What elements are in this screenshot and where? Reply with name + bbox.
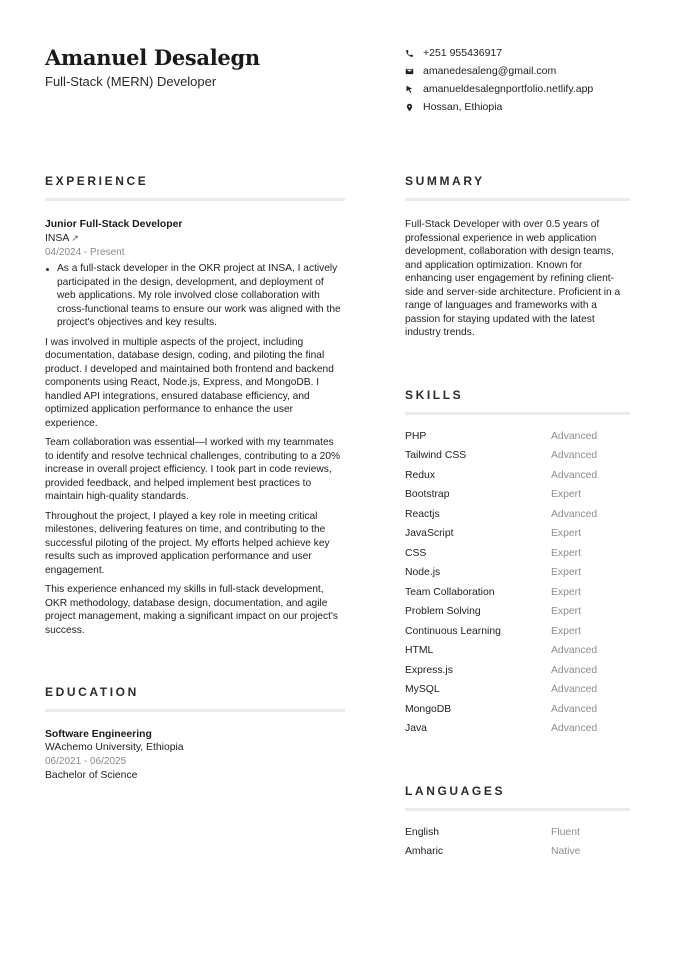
skill-row-name: PHP [405,430,427,442]
skill-row-level: Advanced [551,723,598,735]
language-row-name: English [405,826,440,838]
company-link[interactable] [45,231,345,246]
skill-row [405,661,630,681]
skill-row-name: Tailwind CSS [405,450,467,462]
skill-row-level: Advanced [551,450,598,462]
email-text: amanedesaleng@gmail.com [423,65,557,77]
skill-row-name: Reactjs [405,508,440,520]
skill-row-level: Expert [551,567,582,579]
skill-row-name: JavaScript [405,528,454,540]
skill-row [405,622,630,642]
languages-heading: LANGUAGES [405,784,630,811]
education-section [45,685,345,783]
language-row [405,842,630,862]
skill-row-name: CSS [405,547,427,559]
candidate-role: Full-Stack (MERN) Developer [45,74,217,89]
skill-row-level: Expert [551,625,582,637]
skills-heading: SKILLS [405,388,630,415]
skill-row-level: Expert [551,547,582,559]
skill-row-name: Team Collaboration [405,586,495,598]
skill-row [405,719,630,739]
skill-row [405,446,630,466]
skill-row [405,505,630,525]
phone-text: +251 955436917 [423,47,503,59]
job-paragraph: Team collaboration was essential—I worked with my teammates to identify and resolve technical challenges, contributing to a 20% increase in overall project efficiency. I took part in code reviews, provided feedback, and helped implement best practices to maintain high-quality standards. [45,437,341,502]
contact-email[interactable] [405,62,593,80]
job-dates: 04/2024 - Present [45,247,125,258]
job-paragraph: I was involved in multiple aspects of the project, including documentation, database design, coding, and piloting the final product. I developed and maintained both frontend and backend components using React, Node.js, Express, and MongoDB. I handled API integrations, ensured database efficiency, and optimized application performance to enhance the user experience. [45,336,334,429]
skill-row-level: Advanced [551,684,598,696]
job-paragraph: This experience enhanced my skills in full-stack development, OKR methodology, database design, documentation, and agile project management, making a significant impact on our project's success. [45,584,339,636]
mail-icon [405,67,414,76]
skill-row [405,680,630,700]
skill-row [405,427,630,447]
location-text: Hossan, Ethiopia [423,101,503,113]
skill-row-level: Expert [551,586,582,598]
language-row-level: Native [551,846,581,858]
skill-row [405,466,630,486]
skill-row-name: Java [405,723,427,735]
education-degree: Bachelor of Science [45,770,138,781]
contact-list [405,44,593,116]
right-column [405,174,630,862]
experience-section [45,174,345,637]
skill-list [405,427,630,739]
summary-section [405,174,630,340]
contact-phone[interactable] [405,44,593,62]
job-title: Junior Full-Stack Developer [45,219,183,230]
education-dates: 06/2021 - 06/2025 [45,756,127,767]
job-paragraph: Throughout the project, I played a key role in meeting critical milestones, delivering features on time, and contributing to the successful piloting of the project. My efforts helped achieve key results such as improved application performance and user engagement. [45,510,330,576]
skill-row-level: Expert [551,606,582,618]
language-row [405,823,630,843]
website-text: amanueldesalegnportfolio.netlify.app [423,83,594,95]
contact-website[interactable] [405,80,593,98]
location-pin-icon [405,103,414,112]
summary-heading: SUMMARY [405,174,630,201]
skill-row [405,700,630,720]
experience-heading: EXPERIENCE [45,174,345,201]
languages-section [405,784,630,862]
skill-row-level: Advanced [551,508,598,520]
skill-row [405,544,630,564]
skill-row-name: Express.js [405,664,453,676]
skill-row-level: Advanced [551,703,598,715]
skill-row-name: Redux [405,469,436,481]
language-row-level: Fluent [551,826,580,838]
skill-row-level: Advanced [551,664,598,676]
skill-row-level: Expert [551,489,582,501]
skill-row [405,583,630,603]
skill-row [405,524,630,544]
skill-row [405,485,630,505]
skill-row [405,563,630,583]
education-field: Software Engineering [45,729,152,740]
skill-row-name: MySQL [405,684,440,696]
skills-section [405,388,630,739]
left-column [45,174,345,783]
skill-row [405,641,630,661]
candidate-name: Amanuel Desalegn [45,45,260,70]
education-heading: EDUCATION [45,685,345,712]
skill-row-name: Continuous Learning [405,625,501,637]
cursor-icon [405,85,414,94]
skill-row-name: Problem Solving [405,606,481,618]
skill-row-name: Node.js [405,567,441,579]
contact-location [405,98,593,116]
company-name: INSA [45,233,70,244]
skill-row-name: HTML [405,645,434,657]
language-row-name: Amharic [405,846,444,858]
skill-row-level: Advanced [551,469,598,481]
skill-row [405,602,630,622]
language-list [405,823,630,862]
skill-row-name: Bootstrap [405,489,450,501]
skill-row-level: Advanced [551,430,598,442]
job-bullet-item: As a full-stack developer in the OKR project at INSA, I actively participated in the design, development, and deployment of web applications. My role involved close collaboration with cross-functional teams to ensure our work was aligned with the project's objectives and key results. [45,262,345,330]
skill-row-level: Advanced [551,645,598,657]
skill-row-name: MongoDB [405,703,452,715]
external-link-icon: ↗ [71,233,79,243]
education-school: WAchemo University, Ethiopia [45,742,184,753]
summary-text: Full-Stack Developer with over 0.5 years of professional experience in web application development, collaboration with design teams, and application optimization. Known for enhancing user engagement by refining client-side and server-side architecture. Proficient in a range of languages and frameworks with a passion for staying updated with the latest industry trends. [405,219,621,338]
job-bullets [45,262,345,330]
skill-row-level: Expert [551,528,582,540]
phone-icon [405,49,414,58]
